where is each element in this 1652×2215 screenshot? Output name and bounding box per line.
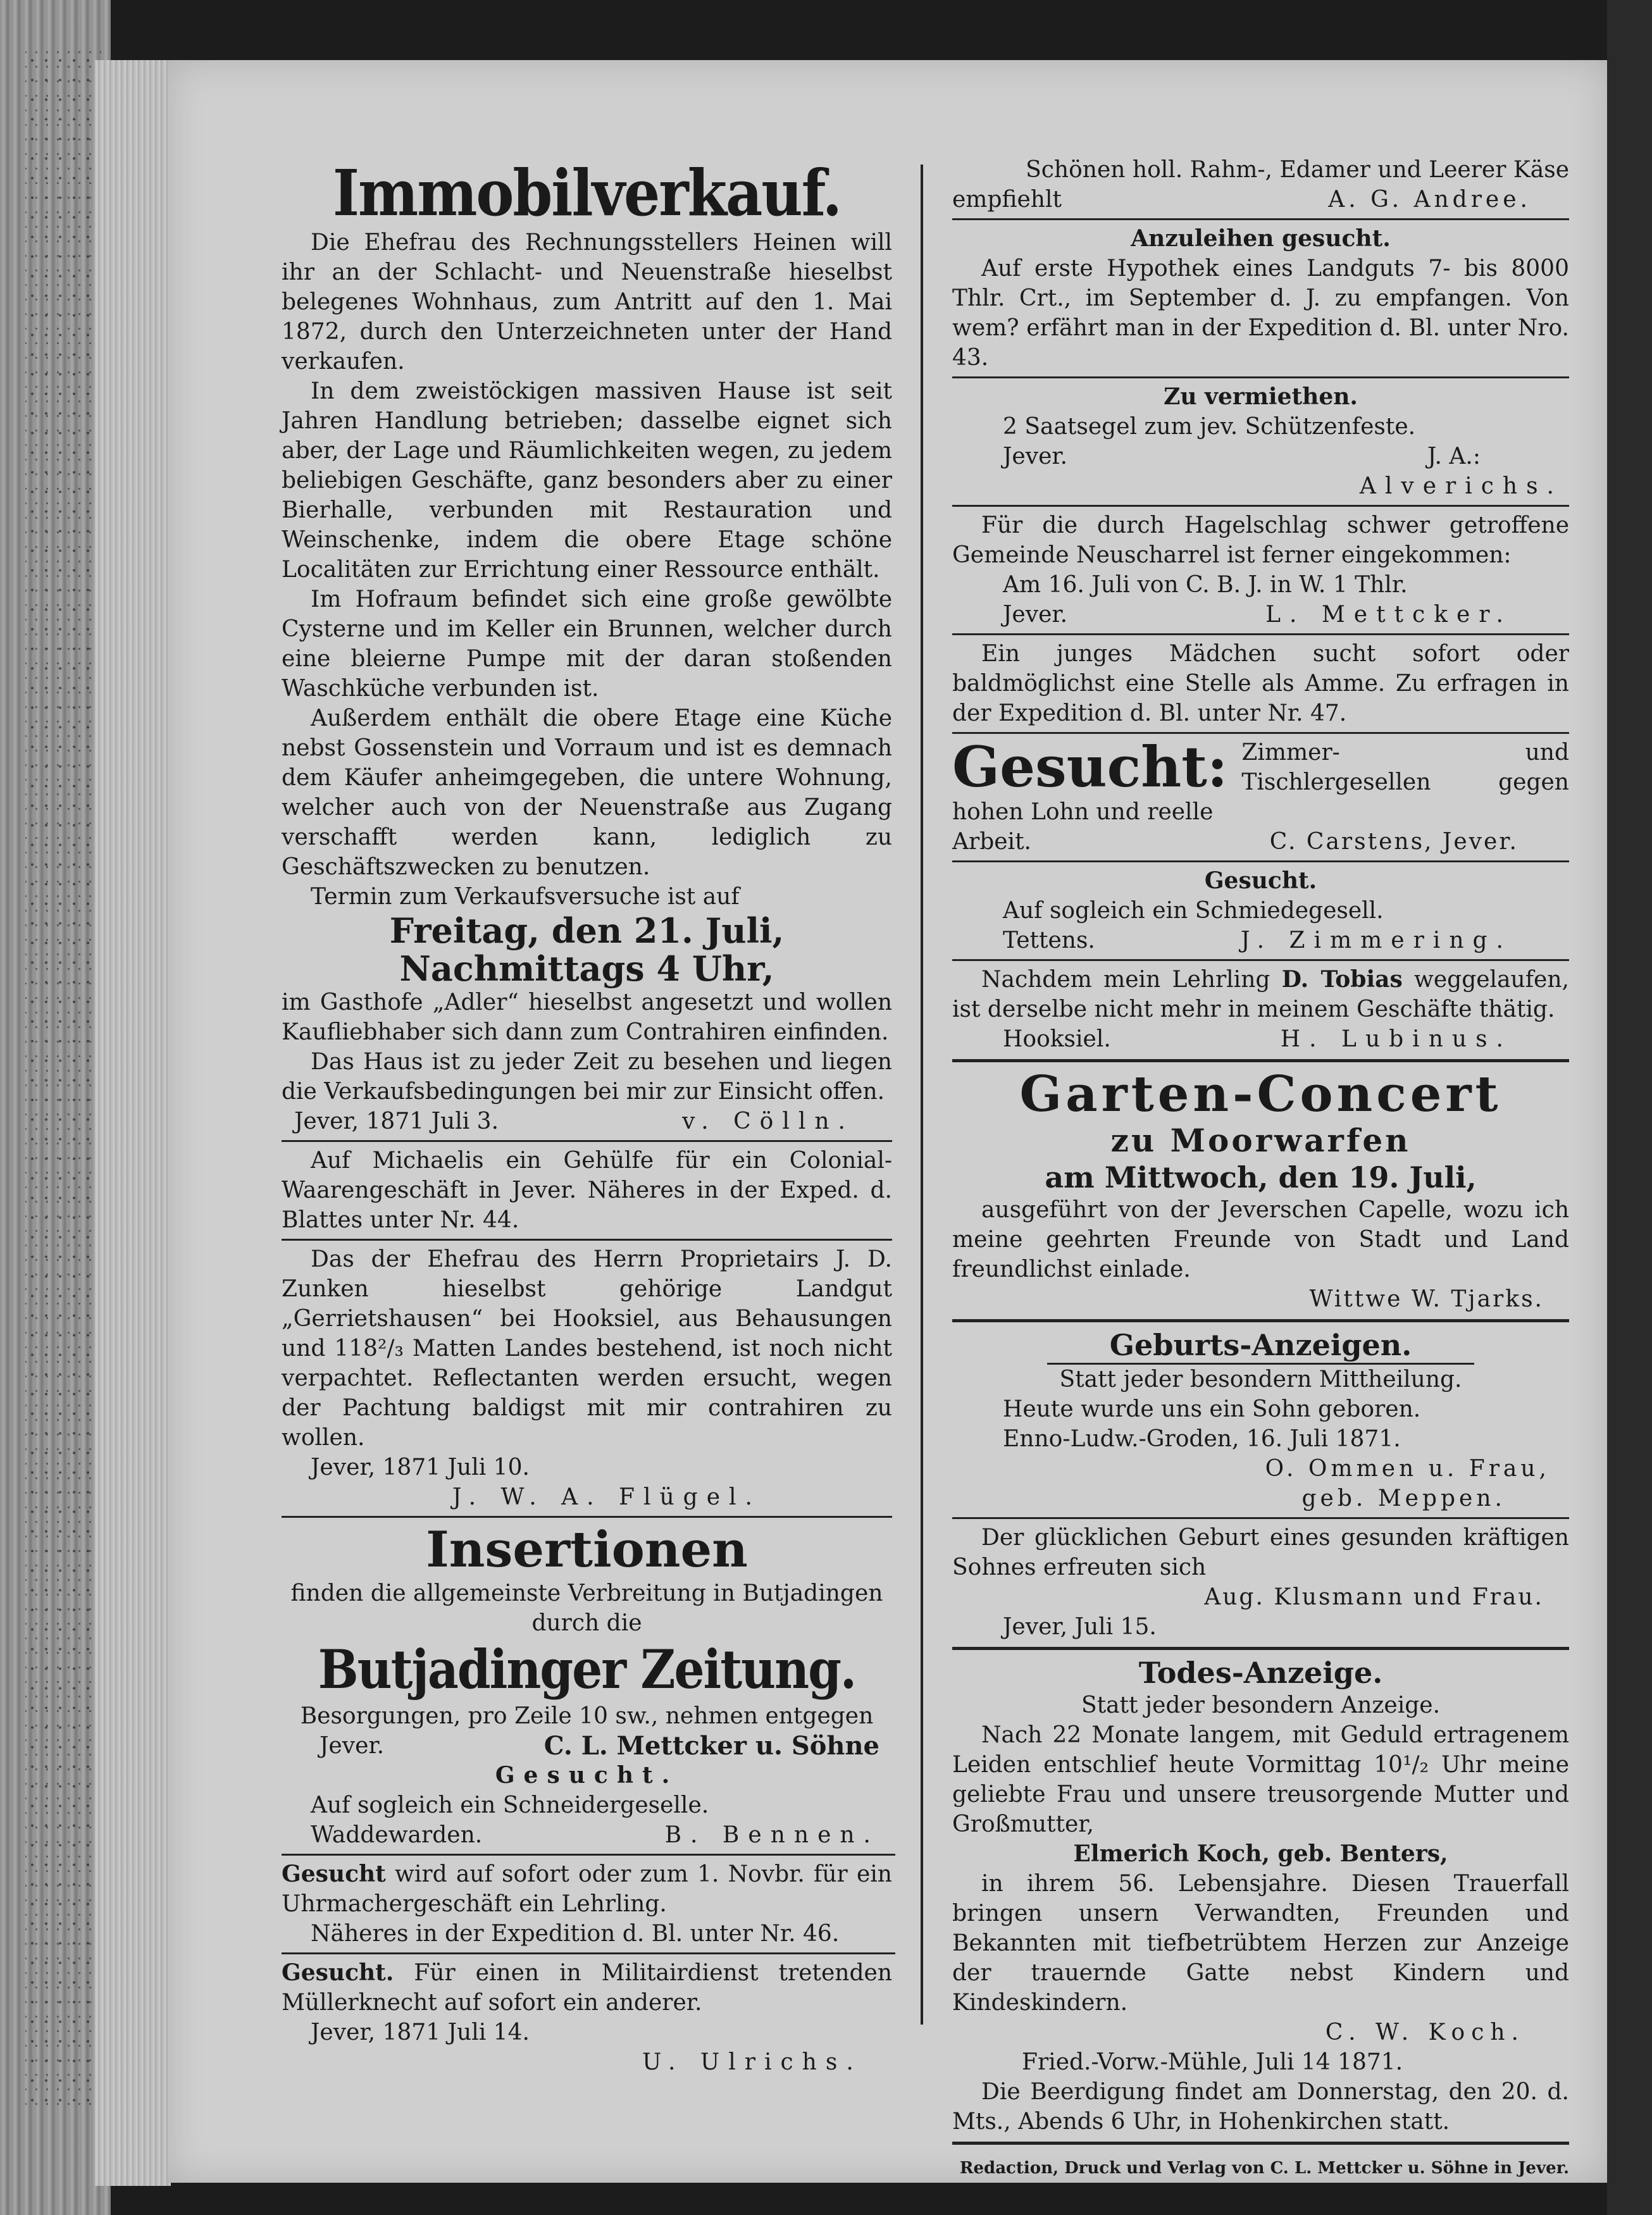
ad-text: empfiehlt — [952, 187, 1062, 213]
ad-vermiethen — [952, 382, 1569, 501]
ad-location: zu Moorwarfen — [1110, 1122, 1411, 1159]
ad-text: Das der Ehefrau des Herrn Proprietairs J. D. Zunken hieselbst gehörige Landgut „Gerrietshausen“ bei Hooksiel, aus Behausungen und 118²/₃ Matten Landes bestehend, ist noch nicht verpachtet. Reflectanten werden ersucht, wegen der Pachtung baldigst mit mir contrahiren zu wollen. — [282, 1246, 892, 1451]
ad-immobilverkauf — [282, 158, 892, 1136]
ad-geburt-klusmann — [952, 1523, 1569, 1642]
ad-place: Jever. — [1003, 602, 1068, 628]
ad-place: Enno-Ludw.-Groden, 16. Juli 1871. — [1003, 1426, 1401, 1452]
ad-place: Jever, 1871 Juli 3. — [294, 1108, 499, 1134]
ad-text: Der glücklichen Geburt eines gesunden kräftigen Sohnes erfreuten sich — [952, 1525, 1569, 1580]
ad-head: Gesucht: — [952, 734, 1228, 800]
ad-text: Die Ehefrau des Rechnungsstellers Heinen will ihr an der Schlacht- und Neuenstraße hieselbst belegenes Wohnhaus, zum Antritt auf den 1. Mai 1872, durch den Unterzeichneten unter der Hand verkaufen. — [282, 230, 892, 375]
divider — [282, 1516, 892, 1518]
ad-signature: A. G. Andree. — [1328, 187, 1531, 213]
ad-name: Elmerich Koch, geb. Benters, — [1073, 1840, 1448, 1867]
ad-text: Besorgungen, pro Zeile 10 sw., nehmen entgegen — [300, 1703, 874, 1729]
ad-zunken — [282, 1244, 892, 1512]
ad-head: Anzuleihen gesucht. — [1131, 225, 1391, 252]
ad-firm: C. L. Mettcker u. Söhne — [543, 1731, 879, 1761]
ad-text: finden die allgemeinste Verbreitung in Butjadingen — [290, 1580, 883, 1606]
ad-title: Garten-Concert — [1019, 1065, 1502, 1123]
ad-signature: C. W. Koch. — [1325, 2020, 1525, 2045]
ad-signature: Aug. Klusmann und Frau. — [1204, 1584, 1544, 1610]
ad-text: ausgeführt von der Jeverschen Capelle, wozu ich meine geehrten Freunde von Stadt und Land freundlichst einlade. — [952, 1197, 1569, 1282]
ad-signature: v. Cölln. — [682, 1108, 854, 1134]
ad-text: Auf erste Hypothek eines Landguts 7- bis 8000 Thlr. Crt., im September d. J. zu empfangen. Von wem? erfährt man in der Expedition d. Bl. unter Nro. 43. — [952, 256, 1569, 371]
divider — [952, 505, 1569, 507]
foxing-specks — [25, 51, 101, 2107]
ad-head: Gesucht — [282, 1861, 386, 1887]
ad-signature: U. Ulrichs. — [642, 2049, 862, 2075]
right-column — [952, 155, 1569, 2183]
ad-text: In dem zweistöckigen massiven Hause ist seit Jahren Handlung betrieben; dasselbe eignet sich aber, der Lage und Räumlichkeiten wegen, zu jedem beliebigen Geschäfte, ganz besonders aber zu einer Bierhalle, verbunden mit Restauration und Weinschenke, indem die obere Etage schöne Localitäten zur Errichtung einer Ressource enthält. — [282, 378, 892, 583]
divider — [282, 1952, 895, 1954]
divider — [952, 1517, 1569, 1519]
ad-head: Gesucht. — [495, 1762, 679, 1789]
ad-text: Im Hofraum befindet sich eine große gewölbte Cysterne und im Keller ein Brunnen, welcher durch eine bleierne Pumpe mit der daran stoßenden Waschküche verbunden ist. — [282, 586, 892, 702]
divider — [952, 1319, 1569, 1322]
ad-signature: H. Lubinus. — [1280, 1026, 1512, 1052]
ad-text: Die Beerdigung findet am Donnerstag, den 20. d. Mts., Abends 6 Uhr, in Hohenkirchen statt. — [952, 2079, 1569, 2135]
ad-place: Jever, 1871 Juli 10. — [311, 1455, 530, 1480]
ad-title: Immobilverkauf. — [332, 156, 842, 230]
ad-signature: B. Bennen. — [664, 1822, 879, 1848]
ad-geburts-anzeigen — [952, 1327, 1569, 1513]
ad-kaese — [952, 155, 1569, 214]
right-margin — [1607, 0, 1652, 2215]
ad-text: Am 16. Juli von C. B. J. in W. 1 Thlr. — [1003, 572, 1408, 598]
ad-text: Arbeit. — [952, 829, 1031, 855]
ad-gesucht-tischler — [952, 734, 1569, 857]
ad-place: Hooksiel. — [1003, 1026, 1111, 1052]
ad-place: Fried.-Vorw.-Mühle, Juli 14 1871. — [1022, 2049, 1403, 2075]
ad-signature: L. Mettcker. — [1265, 602, 1512, 628]
ad-text: 2 Saatsegel zum jev. Schützenfeste. — [1003, 414, 1416, 440]
ad-todes-anzeige — [952, 1655, 1569, 2137]
left-column — [282, 158, 892, 2077]
ad-signature: J. Zimmering. — [1240, 928, 1512, 953]
ad-signature: Wittwe W. Tjarks. — [1309, 1286, 1544, 1312]
ad-text: Auf sogleich ein Schneidergeselle. — [311, 1792, 709, 1818]
ad-text: Das Haus ist zu jeder Zeit zu besehen und liegen die Verkaufsbedingungen bei mir zur Einsicht offen. — [282, 1049, 892, 1105]
ad-muellerknecht — [282, 1958, 892, 2077]
ad-subhead: Statt jeder besondern Mittheilung. — [1059, 1367, 1462, 1393]
page-stack — [95, 60, 171, 2186]
divider — [282, 1239, 892, 1241]
ad-lehrling — [952, 965, 1569, 1054]
ad-place: Jever. — [320, 1733, 385, 1759]
ad-anzuleihen — [952, 224, 1569, 373]
divider — [282, 1854, 895, 1856]
ad-text: in ihrem 56. Lebensjahre. Diesen Trauerfall bringen unsern Verwandten, Freunden und Bekannten mit tiefbetrübtem Herzen zur Anzeige der trauernde Gatte nebst Kindern und Kindeskindern. — [952, 1871, 1569, 2016]
ad-uhrmacher — [282, 1859, 892, 1949]
ad-michaelis: Auf Michaelis ein Gehülfe für ein Colonial-Waarengeschäft in Jever. Näheres in der Exped. d. Blattes unter Nr. 44. — [282, 1148, 892, 1233]
ad-text: Auf sogleich ein Schmiedegesell. — [1003, 898, 1384, 924]
ad-place: Jever, Juli 15. — [1003, 1614, 1157, 1640]
ad-hagelschlag — [952, 511, 1569, 630]
ad-text: Schönen holl. Rahm-, Edamer und Leerer Käse — [1026, 157, 1569, 183]
divider — [952, 2142, 1569, 2145]
column-rule — [921, 164, 923, 2025]
ad-text: im Gasthofe „Adler“ hieselbst angesetzt und wollen Kaufliebhaber sich dann zum Contrahiren einfinden. — [282, 990, 892, 1045]
ad-name: D. Tobias — [1281, 966, 1403, 993]
ad-text: Termin zum Verkaufsversuche ist auf — [311, 884, 740, 910]
ad-text: Nach 22 Monate langem, mit Geduld ertragenem Leiden entschlief heute Vormittag 10¹/₂ Uhr meine geliebte Frau und unsere treusorgende Mutter und Großmutter, — [952, 1722, 1569, 1837]
ad-date: am Mittwoch, den 19. Juli, — [1045, 1160, 1477, 1194]
ad-gesucht-schneider — [282, 1761, 892, 1850]
ad-text: Nachdem mein Lehrling — [981, 967, 1270, 993]
ad-time: Nachmittags 4 Uhr, — [399, 948, 774, 989]
ad-text: Für die durch Hagelschlag schwer getroffene Gemeinde Neuscharrel ist ferner eingekommen: — [952, 512, 1569, 568]
ad-head: Geburts-Anzeigen. — [1109, 1328, 1412, 1362]
ad-title: Insertionen — [426, 1521, 748, 1579]
ad-garten-concert — [952, 1067, 1569, 1314]
divider — [952, 860, 1569, 862]
imprint: Redaction, Druck und Verlag von C. L. Mettcker u. Söhne in Jever. — [959, 2159, 1569, 2178]
ad-place: Waddewarden. — [311, 1822, 483, 1848]
ad-place: Tettens. — [1003, 928, 1095, 953]
ad-text: Zimmer- und Tischlergesellen gegen hohen Lohn und reelle — [952, 740, 1569, 825]
ad-text: Näheres in der Expedition d. Bl. unter Nr. 46. — [311, 1921, 840, 1947]
ad-head: Todes-Anzeige. — [1138, 1656, 1383, 1690]
ad-signature: C. Carstens, Jever. — [1269, 829, 1518, 855]
ad-head: Zu vermiethen. — [1164, 383, 1358, 410]
divider — [282, 1140, 892, 1142]
ad-text: durch die — [531, 1610, 642, 1636]
ad-head: Gesucht. — [1204, 867, 1317, 894]
ad-signature: O. Ommen u. Frau, — [1265, 1456, 1550, 1482]
ad-gesucht-schmied — [952, 866, 1569, 955]
ad-place: Jever, 1871 Juli 14. — [311, 2020, 530, 2045]
ad-text: wird auf sofort oder zum 1. Novbr. für ein Uhrmachergeschäft ein Lehrling. — [282, 1861, 892, 1917]
divider — [952, 376, 1569, 378]
ad-text: Außerdem enthält die obere Etage eine Küche nebst Gossenstein und Vorraum und ist es demnach dem Käufer anheimgegeben, die untere Wohnung, welcher auch von der Neuenstraße aus Zugang verschafft werden kann, lediglich zu Geschäftszwecken zu benutzen. — [282, 705, 892, 880]
ad-date: Freitag, den 21. Juli, — [389, 910, 785, 951]
divider — [952, 1059, 1569, 1062]
ad-signature: J. W. A. Flügel. — [452, 1484, 761, 1510]
divider — [952, 1647, 1569, 1650]
ad-signature: geb. Meppen. — [1301, 1486, 1506, 1511]
ad-amme: Ein junges Mädchen sucht sofort oder baldmöglichst eine Stelle als Amme. Zu erfragen in der Expedition d. Bl. unter Nr. 47. — [952, 641, 1569, 726]
ad-head: Gesucht. — [282, 1959, 394, 1986]
newspaper-name: Butjadinger Zeitung. — [318, 1638, 856, 1701]
divider — [952, 959, 1569, 961]
ad-text: J. A.: — [1427, 444, 1481, 469]
divider — [952, 633, 1569, 635]
ad-text: Heute wurde uns ein Sohn geboren. — [1003, 1396, 1421, 1422]
divider — [952, 218, 1569, 220]
ad-text: weggelaufen, ist derselbe nicht mehr in meinem Geschäfte thätig. — [952, 967, 1569, 1022]
ad-subhead: Statt jeder besondern Anzeige. — [1081, 1692, 1441, 1718]
ad-text: Für einen in Militairdienst tretenden Müllerknecht auf sofort ein anderer. — [282, 1960, 893, 2016]
ad-signature: Alverichs. — [1359, 473, 1563, 499]
ad-place: Jever. — [1003, 444, 1068, 469]
ad-insertionen — [282, 1522, 892, 1761]
